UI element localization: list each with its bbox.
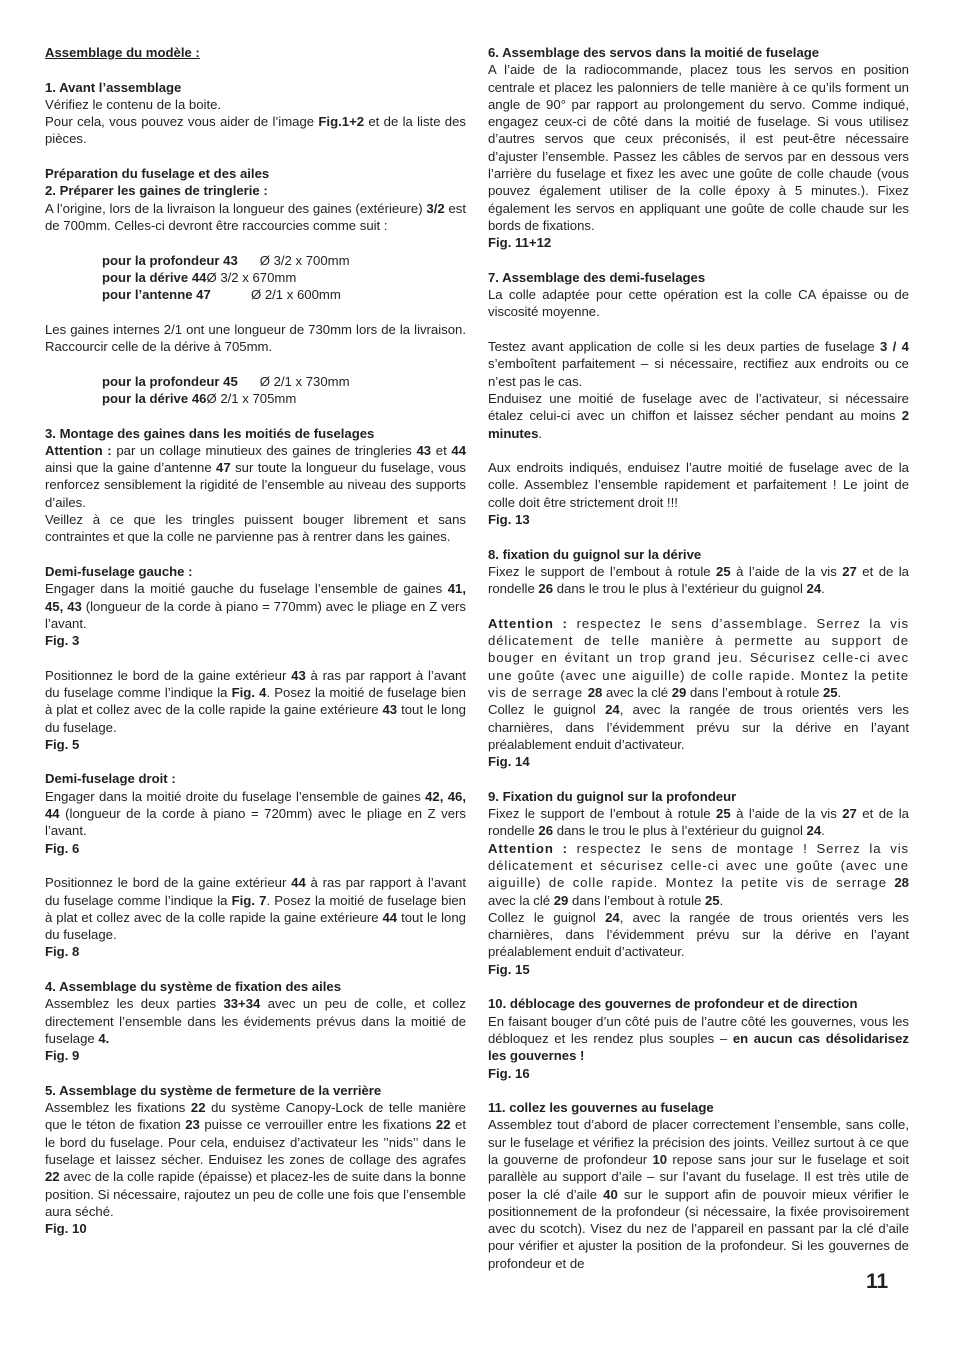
figure-ref: Fig. 5: [45, 736, 80, 752]
section-7-p1: La colle adaptée pour cette opération est la colle CA épaisse ou de viscosité moyenne.: [488, 287, 909, 320]
figure-ref: Fig. 16: [488, 1065, 530, 1081]
left-half-heading: Demi-fuselage gauche :: [45, 563, 193, 579]
section-10-p1: En faisant bouger d’un côté puis de l’autre côté les gouvernes, vous les débloquez et les rendez plus souples – en aucun cas désolidarisez les gouvernes !: [488, 1013, 909, 1064]
section-8-p2: Attention : respectez le sens d’assemblage. Serrez la vis délicatement de telle manière à permette au support de bouger en évitant un trop grand jeu. Sécurisez celle-ci avec une goûte (avec une aiguille) de colle rapide. Montez la petite vis de serrage 28 avec la clé 29 dans l’embout à rotule 25.: [488, 615, 909, 700]
section-2-heading: 2. Préparer les gaines de tringlerie :: [45, 183, 268, 199]
section-9-p1: Fixez le support de l’embout à rotule 25 à l’aide de la vis 27 et de la rondelle 26 dans le trou le plus à l’extérieur du guignol 24.: [488, 806, 909, 839]
figure-ref: Fig. 11+12: [488, 235, 552, 251]
left-column: [45, 44, 466, 1237]
section-11-p1: Assemblez tout d’abord de placer correctement l’ensemble, sans colle, sur le fuselage et vérifiez la précision des joints. Veillez surtout à ce que la gouverne de profondeur 10 repose sans jour sur le fuselage et soit parallèle au support d’aile – sur l’avant du fuselage. Il est très utile de poser la clé d’aile 40 sur le support afin de pouvoir mieux vérifier le positionnement de la profondeur (si nécessaire, la fixée provisoirement avec du scotch). Visez du nez de l’appareil en passant par la clé d’aile pour vérifier et ajuster la position de la profondeur. Si les gouvernes de profondeur et de: [488, 1117, 909, 1271]
section-8-p3: Collez le guignol 24, avec la rangée de trous orientés vers les charnières, dans l’évidemment prévu sur la dérive en l’ayant préalablement enduit d’activateur.: [488, 702, 909, 752]
section-7-p4: Aux endroits indiqués, enduisez l’autre moitié de fuselage avec de la colle. Assemblez l’ensemble rapidement et parfaitement ! Le joint de colle doit être strictement droit !!!: [488, 460, 909, 510]
left-half-p1: Engager dans la moitié gauche du fuselage l’ensemble de gaines 41, 45, 43 (longueur de la corde à piano = 770mm) avec le pliage en Z vers l’avant.: [45, 581, 466, 631]
right-half-p1: Engager dans la moitié droite du fuselage l’ensemble de gaines 42, 46, 44 (longueur de la corde à piano = 720mm) avec le pliage en Z vers l’avant.: [45, 788, 466, 839]
section-5-heading: 5. Assemblage du système de fermeture de la verrière: [45, 1082, 382, 1098]
spec-row: pour la dérive 46 Ø 2/1 x 705mm: [102, 390, 297, 406]
figure-ref: Fig. 6: [45, 840, 80, 856]
figure-ref: Fig. 9: [45, 1048, 80, 1064]
section-6-p1: A l’aide de la radiocommande, placez tous les servos en position centrale et placez les palonniers de telle manière à ce qu’ils forment un angle de 90° par rapport au prolongement du servo. Comme indiqué, engagez ceux-ci de côté dans la moitié de fuselage. Si vous utilisez d’autres servos que ceux préconisés, il est peut-être nécessaire d’ajuster l’ensemble. Passez les câbles de servos par en dessous vers l’arrière du fuselage et fixez les avec une goûte de colle chaude (vous pouvez également utiliser de la colle époxy à 5 minutes.). Fixez également les servos en appliquant une goûte de colle chaude sur les bords de fixations.: [488, 62, 909, 233]
section-5-p1: Assemblez les fixations 22 du système Canopy-Lock de telle manière que le téton de fixation 23 puisse ce verrouiller entre les fixations 22 et le bord du fuselage. Pour cela, enduisez d’activateur les ’’nids’’ dans le fuselage et laissez sécher. Enduisez les zones de collage des agrafes 22 avec de la colle rapide (épaisse) et placez-les de suite dans la bonne position. Si nécessaire, rajoutez un peu de colle une fois que l’ensemble aura séché.: [45, 1100, 466, 1219]
section-4-p1: Assemblez les deux parties 33+34 avec un peu de colle, et collez directement l’ensemble dans les évidements prévus dans la moitié de fuselage 4.: [45, 996, 467, 1046]
figure-ref: Fig. 8: [45, 944, 80, 960]
spec-row: pour l’antenne 47 Ø 2/1 x 600mm: [102, 287, 341, 303]
section-9-p2: Attention : respectez le sens de montage ! Serrez la vis délicatement et sécurisez celle-ci avec une goûte (avec une aiguille) de colle rapide. Montez la petite vis de serrage 28 avec la clé 29 dans l’embout à rotule 25.: [488, 840, 909, 908]
section-3-p1: Attention : par un collage minutieux des gaines de tringleries 43 et 44 ainsi que la gaine d’antenne 47 sur toute la longueur du fuselage, vous renforcez sensiblement la rigidité de l’ensemble au niveau des supports d’ailes.: [45, 442, 467, 510]
right-half-p2: Positionnez le bord de la gaine extérieur 44 à ras par rapport à l’avant du fuselage comme l’indique la Fig. 7. Posez la moitié de fuselage bien à plat et collez avec de la colle rapide la gaine extérieure 44 tout le long du fuselage.: [45, 875, 466, 943]
section-10-heading: 10. déblocage des gouvernes de profondeur et de direction: [488, 996, 858, 1012]
section-8-heading: 8. fixation du guignol sur la dérive: [488, 546, 702, 562]
figure-ref: Fig. 14: [488, 754, 530, 770]
section-2-p2: Les gaines internes 2/1 ont une longueur de 730mm lors de la livraison. Raccourcir celle de la dérive à 705mm.: [45, 321, 466, 355]
section-8-p1: Fixez le support de l’embout à rotule 25 à l’aide de la vis 27 et de la rondelle 26 dans le trou le plus à l’extérieur du guignol 24.: [488, 563, 909, 597]
section-9-heading: 9. Fixation du guignol sur la profondeur: [488, 788, 737, 804]
section-3-heading: 3. Montage des gaines dans les moitiés de fuselages: [45, 425, 375, 441]
figure-ref: Fig. 13: [488, 512, 530, 528]
section-1-p2: Pour cela, vous pouvez vous aider de l’image Fig.1+2 et de la liste des pièces.: [45, 114, 466, 147]
spec-row: pour la profondeur 43 Ø 3/2 x 700mm: [102, 252, 350, 268]
spec-row: pour la dérive 44 Ø 3/2 x 670mm: [102, 269, 297, 285]
left-half-p2: Positionnez le bord de la gaine extérieur 43 à ras par rapport à l’avant du fuselage comme l’indique la Fig. 4. Posez la moitié de fuselage bien à plat et collez avec de la colle rapide la gaine extérieure 43 tout le long du fuselage.: [45, 667, 466, 735]
section-4-heading: 4. Assemblage du système de fixation des ailes: [45, 979, 342, 995]
figure-ref: Fig. 10: [45, 1221, 87, 1237]
section-9-p3: Collez le guignol 24, avec la rangée de trous orientés vers les charnières, dans l’évidemment prévu sur la dérive en l’ayant préalablement enduit d’activateur.: [488, 909, 909, 960]
sleeve-spec-list-inner: [45, 373, 466, 408]
section-3-p2: Veillez à ce que les tringles puissent bouger librement et sans contraintes et que la colle ne parvienne pas à rentrer dans les gaines.: [45, 512, 466, 545]
section-6-heading: 6. Assemblage des servos dans la moitié de fuselage: [488, 45, 820, 60]
section-7-p3: Enduisez une moitié de fuselage avec de l’activateur, si nécessaire étalez celui-ci avec un chiffon et laissez sécher pendant au moins 2 minutes.: [488, 390, 909, 441]
figure-ref: Fig. 15: [488, 961, 530, 977]
prep-heading: Préparation du fuselage et des ailes: [45, 166, 270, 182]
right-half-heading: Demi-fuselage droit :: [45, 771, 176, 787]
section-2-p1: A l’origine, lors de la livraison la longueur des gaines (extérieure) 3/2 est de 700mm. Celles-ci devront être raccourcies comme suit :: [45, 200, 466, 233]
figure-ref: Fig. 3: [45, 633, 80, 649]
page-number: 11: [866, 1270, 889, 1293]
section-7-heading: 7. Assemblage des demi-fuselages: [488, 269, 706, 285]
section-11-heading: 11. collez les gouvernes au fuselage: [488, 1100, 714, 1116]
sleeve-spec-list-outer: [45, 252, 466, 304]
section-1-p1: Vérifiez le contenu de la boite.: [45, 96, 222, 112]
page-title: Assemblage du modèle :: [45, 45, 200, 60]
section-7-p2: Testez avant application de colle si les deux parties de fuselage 3 / 4 s’emboîtent parfaitement – si nécessaire, rectifiez aux endroits ou ce n’est pas le cas.: [488, 339, 909, 389]
right-column: [488, 44, 909, 1272]
spec-row: pour la profondeur 45 Ø 2/1 x 730mm: [102, 373, 350, 389]
section-1-heading: 1. Avant l’assemblage: [45, 79, 182, 95]
